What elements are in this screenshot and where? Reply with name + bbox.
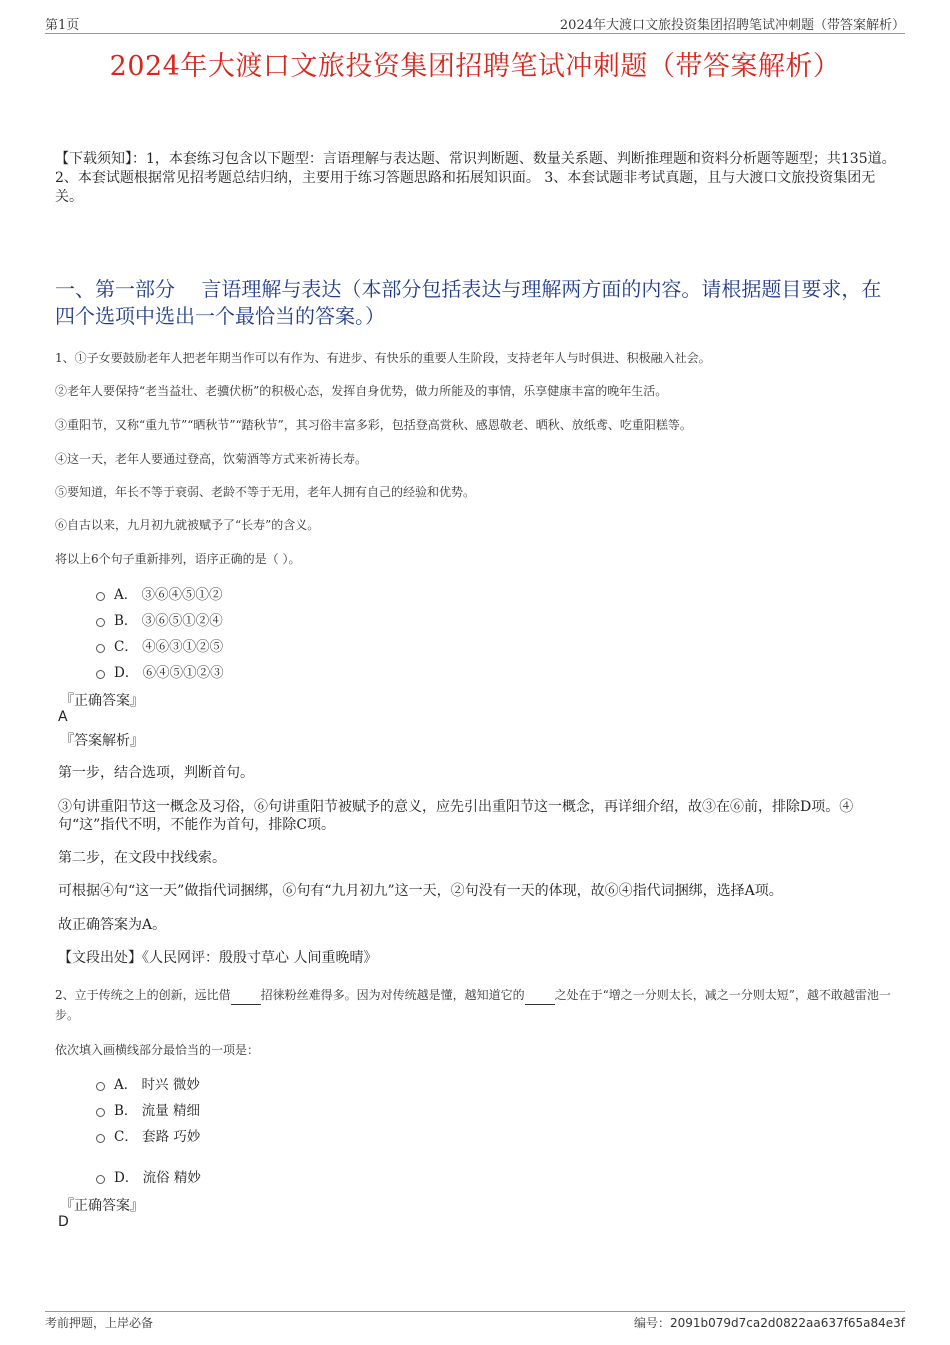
radio-icon[interactable] [96, 670, 105, 679]
q2-option-d[interactable] [96, 1166, 201, 1186]
q2-option-c-label: C． 套路 巧妙 [114, 1129, 201, 1145]
q2-option-b[interactable] [96, 1099, 200, 1119]
q2-option-b-label: B． 流量 精细 [114, 1103, 201, 1119]
radio-icon[interactable] [96, 1108, 105, 1117]
footer-divider [45, 1311, 905, 1312]
radio-icon[interactable] [96, 1082, 105, 1091]
q1-sentence-1: 1、①子女要鼓励老年人把老年期当作可以有作为、有进步、有快乐的重要人生阶段，支持老年人与时俱进、积极融入社会。 [55, 351, 711, 365]
q1-option-a[interactable] [96, 583, 223, 603]
footer-code [634, 1314, 905, 1331]
radio-icon[interactable] [96, 1175, 105, 1184]
q1-analysis-label: 『答案解析』 [60, 733, 144, 749]
q1-sentence-3: ③重阳节，又称“重九节”“晒秋节”“踏秋节”，其习俗丰富多彩，包括登高赏秋、感恩敬老、晒秋、放纸鸢、吃重阳糕等。 [55, 418, 692, 432]
q1-option-b[interactable] [96, 609, 223, 629]
q1-prompt: 将以上6个句子重新排列，语序正确的是（ ）。 [55, 552, 301, 566]
q1-answer-label: 『正确答案』 [60, 693, 144, 709]
q2-option-d-label: D． 流俗 精妙 [114, 1170, 201, 1186]
footer-tagline: 考前押题，上岸必备 [45, 1316, 154, 1330]
q1-analysis-reason-2: 可根据④句“这一天”做指代词捆绑，⑥句有“九月初九”这一天，②句没有一天的体现，故⑥④指代词捆绑，选择A项。 [58, 883, 783, 899]
q1-analysis-step-2: 第二步，在文段中找线索。 [58, 850, 226, 866]
q1-analysis-step-1: 第一步，结合选项，判断首句。 [58, 765, 254, 781]
footer-code-value: 2091b079d7ca2d0822aa637f65a84e3f [669, 1316, 905, 1330]
q1-option-d-label: D． ⑥④⑤①②③ [114, 665, 224, 681]
download-notice: 【下载须知】：1，本套练习包含以下题型：言语理解与表达题、常识判断题、数量关系题、判断推理题和资料分析题等题型；共135道。 2、本套试题根据常见招考题总结归纳，主要用于练习答题思路和拓展知识面。 3、本套试题非考试真题，且与大渡口文旅投资集团无关。 [55, 151, 896, 205]
header-divider [45, 33, 905, 34]
page-title: 2024年大渡口文旅投资集团招聘笔试冲刺题（带答案解析） [109, 51, 841, 82]
header-doc-title: 2024年大渡口文旅投资集团招聘笔试冲刺题（带答案解析） [559, 18, 905, 33]
q1-source: 【文段出处】《人民网评：殷殷寸草心 人间重晚晴》 [58, 950, 378, 966]
q1-analysis-conclusion: 故正确答案为A。 [58, 917, 167, 933]
q2-option-c[interactable] [96, 1125, 200, 1145]
q1-answer: A [58, 709, 68, 725]
q1-option-c[interactable] [96, 635, 223, 655]
radio-icon[interactable] [96, 618, 105, 627]
radio-icon[interactable] [96, 592, 105, 601]
footer-code-label: 编号： [633, 1316, 670, 1330]
page-number: 第1页 [45, 18, 80, 33]
q1-sentence-5: ⑤要知道，年长不等于衰弱、老龄不等于无用，老年人拥有自己的经验和优势。 [55, 485, 476, 499]
q1-sentence-4: ④这一天，老年人要通过登高，饮菊酒等方式来祈祷长寿。 [55, 452, 368, 466]
q2-stem-part-1: 2、立于传统之上的创新，远比借 [55, 988, 231, 1002]
q2-option-a[interactable] [96, 1073, 200, 1093]
q1-option-d[interactable] [96, 661, 224, 681]
section-heading: 一、第一部分 言语理解与表达（本部分包括表达与理解两方面的内容。请根据题目要求，在四个选项中选出一个最恰当的答案。） [55, 277, 882, 328]
q1-sentence-2: ②老年人要保持“老当益壮、老骥伏枥”的积极心态，发挥自身优势，做力所能及的事情，乐享健康丰富的晚年生活。 [55, 384, 668, 398]
q1-analysis-reason-1: ③句讲重阳节这一概念及习俗，⑥句讲重阳节被赋予的意义，应先引出重阳节这一概念，再详细介绍，故③在⑥前，排除D项。④句“这”指代不明，不能作为首句，排除C项。 [58, 799, 854, 833]
radio-icon[interactable] [96, 1134, 105, 1143]
fill-blank-1 [231, 992, 261, 1005]
q1-option-c-label: C． ④⑥③①②⑤ [114, 639, 224, 655]
fill-blank-2 [525, 992, 555, 1005]
q2-answer: D [58, 1214, 69, 1230]
q2-stem [55, 985, 900, 1025]
q1-option-a-label: A． ③⑥④⑤①② [114, 587, 223, 603]
q1-sentence-6: ⑥自古以来，九月初九就被赋予了“长寿”的含义。 [55, 518, 320, 532]
q2-answer-label: 『正确答案』 [60, 1198, 144, 1214]
q2-option-a-label: A． 时兴 微妙 [114, 1077, 200, 1093]
q1-option-b-label: B． ③⑥⑤①②④ [114, 613, 223, 629]
q2-prompt: 依次填入画横线部分最恰当的一项是： [55, 1043, 260, 1057]
q2-stem-part-2: 招徕粉丝难得多。因为对传统越是懂，越知道它的 [260, 988, 525, 1002]
q2-stem-part-3: 之处在于“增之一分则太长，减之一分则太短”，越不敢越雷池一步。 [55, 988, 891, 1022]
radio-icon[interactable] [96, 644, 105, 653]
